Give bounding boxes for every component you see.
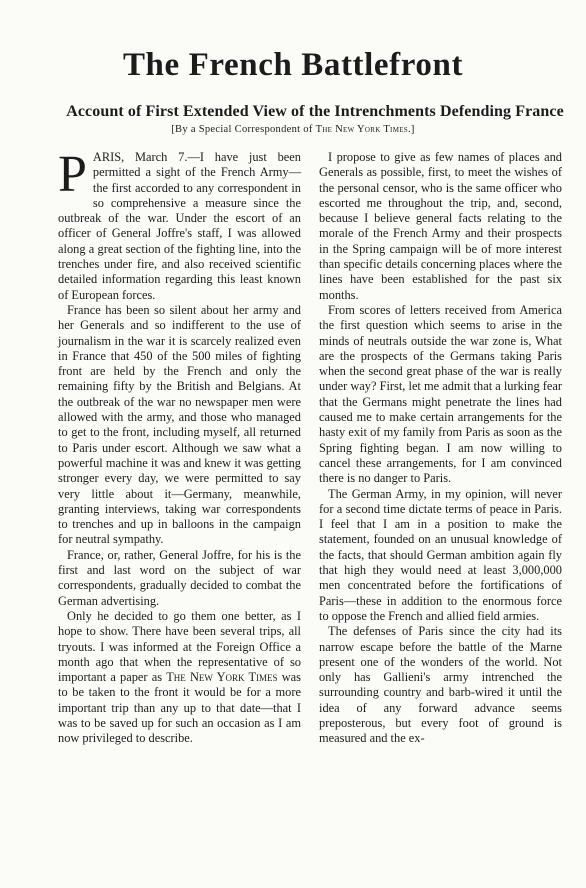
byline-prefix: [By a Special Correspondent of (171, 124, 316, 135)
paragraph: I propose to give as few names of places and Generals as possible, first, to meet the wishes of the personal censor, who is the same officer who escorted me throughout the trip, and, second, because I believe general facts relating to the morale of the French Army and their prospects in the Spring campaign will be of more interest than specific details concerning places where the lines have been established for the past six months. (319, 150, 562, 302)
paragraph (58, 146, 301, 303)
drop-cap: P (58, 146, 87, 203)
paragraph-text: Only he decided to go them one better, as I hope to show. There have been several trips, all tryouts. I was informed at the Foreign Office a month ago that when the representative of so important a paper as (58, 608, 301, 685)
article-title: The French Battlefront (122, 47, 464, 83)
left-column (58, 146, 302, 850)
paragraph-text: ARIS, March 7.—I have just been permitted a sight of the French Army—the first accorded to any correspondent in so comprehensive a measure since the outbreak of the war. Under the escort of an officer of General Joffre's staff, I was allowed along a great section of the fighting line, into the trenches under fire, and also received scientific detailed information regarding this least known of European forces. (58, 150, 301, 302)
article-subtitle: Account of First Extended View of the Intrenchments Defending France (66, 103, 564, 120)
byline-suffix: .] (407, 124, 415, 135)
paragraph: From scores of letters received from America the first question which seems to arise in the minds of neutrals outside the war zone is, What are the prospects of the Germans taking Paris when the second great phase of the war is really under way? First, let me admit that a lurking fear that the Germans might penetrate the lines had caused me to make certain arrangements for the hasty exit of my family from Paris as soon as the Spring fighting began. I am now willing to cancel these arrangements, for I am convinced there is no danger to Paris. (319, 302, 562, 486)
paragraph: The defenses of Paris since the city had its narrow escape before the battle of the Marne present one of the wonders of the world. Not only has Gallieni's army intrenched the surrounding country and barb-wired it until the idea of any forward advance seems preposterous, but every foot of ground is measured and the ex- (319, 624, 562, 746)
newspaper-name: The New York Times (166, 670, 278, 685)
article-columns (58, 146, 562, 850)
paragraph-text: was to be taken to the front it would be for a more important trip than any up to that date—that I was to be saved up for such an occasion as I am now privileged to describe. (58, 670, 302, 746)
byline-paper-name: The New York Times (315, 124, 408, 135)
paragraph (58, 609, 301, 747)
paragraph: France, or, rather, General Joffre, for his is the first and last word on the subject of war correspondents, gradually decided to combat the German advertising. (58, 547, 301, 608)
byline (0, 124, 586, 135)
right-column (319, 150, 562, 850)
paragraph: The German Army, in my opinion, will never for a second time dictate terms of peace in Paris. I feel that I am in a position to make the statement, founded on an unusual knowledge of the facts, that should German ambition again fly that high they would need at least 3,000,000 men concentrated before the fortifications of Paris—these in addition to the enormous force to oppose the French and allied field armies. (319, 486, 562, 623)
paragraph: France has been so silent about her army and her Generals and so indifferent to the use of journalism in the war it is scarcely realized even in France that 450 of the 500 miles of fighting front are held by the French and only the remaining fifty by the British and Belgians. At the outbreak of the war no newspaper men were allowed with the army, and those who managed to get to the front, including myself, all returned to Paris under escort. Although we saw what a powerful machine it was and knew it was getting stronger every day, we were permitted to say very little about it—Germany, meanwhile, granting interviews, taking war correspondents to trenches and up in balloons in the campaign for neutral sympathy. (58, 302, 301, 547)
